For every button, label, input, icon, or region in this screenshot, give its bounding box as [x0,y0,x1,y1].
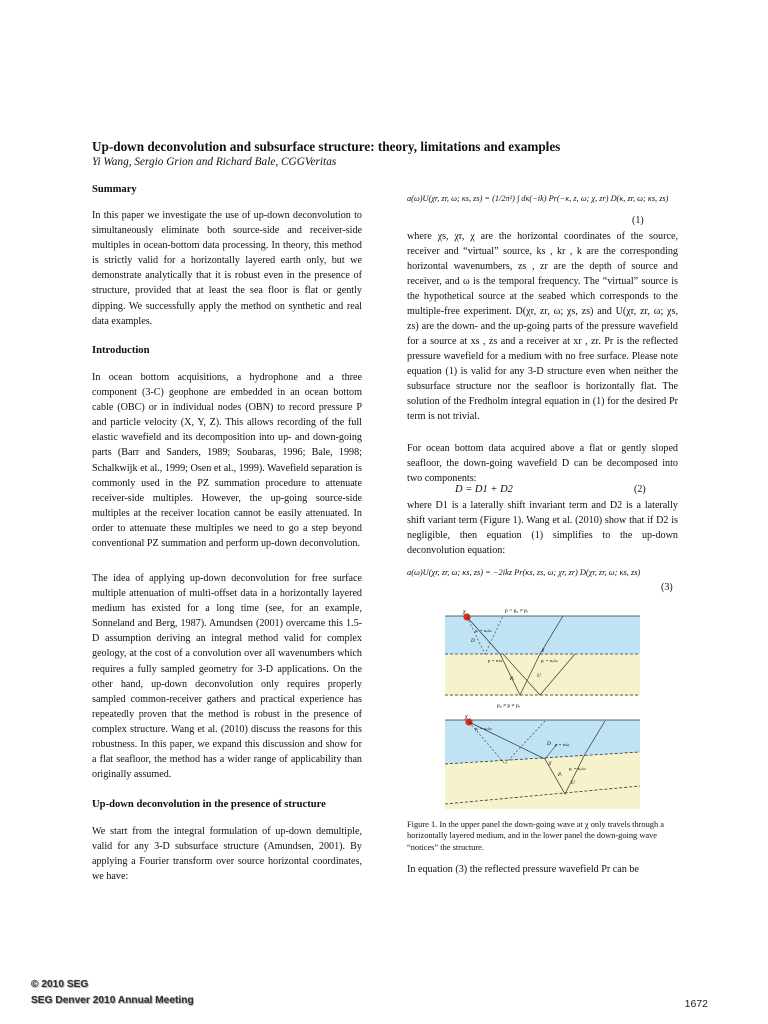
u-label-top: U [537,673,541,679]
right-paragraph-4: In equation (3) the reflected pressure wavefield Pr can be [407,864,639,875]
figure-top-condition: p = p₀ ≠ pᵣ [505,608,529,614]
figure-lower-panel [445,703,640,809]
d-label-top: D [471,638,475,644]
equation-3: a(ω)U(χr, zr, ω; κs, zs) = −2ikz Pr(κs, zs, ω; χr, zr) D(χr, zr, ω; κs, zs) [407,568,641,577]
structure-paragraph: We start from the integral formulation of up-down demultiple, valid for any 3-D subsurface structure (Amundsen, 2001). By applying a Fourier transform over source horizontal coordinates, we have: [92,826,362,883]
figure-1-caption: Figure 1. In the upper panel the down-going wave at χ only travels through a horizontally layered medium, and in the lower panel the down-going wave “notices” the structure. [407,820,664,852]
pr-label-bottom: pᵣ = κᵣ/ω [475,726,492,731]
introduction-paragraph-1: In ocean bottom acquisitions, a hydrophone and a three component (3-C) geophone are embedded in an ocean bottom cable (OBC) or in individual nodes (OBN) to record pressure P and particle velocity (X, Y, Z). This allows recording of the full elastic wavefield and its decomposition into up- and down-going parts (Barr and Sanders, 1989; Soubaras, 1996; Bale, 1998; Schalkwijk et al., 1999; Osen et al., 1999). Wavefield separation is commonly used in the PZ summation procedure to attenuate receiver-side multiples. However, the up-going source-side multiples at the receiver location cannot be easily attenuated. In order to attenuate these multiples we need to go a step beyond conventional PZ summation and perform up-down deconvolution. [92,372,362,550]
pr-label-bottom-2: pᵣ = κᵣ/ω [569,766,586,771]
chi-label-top: χ [463,609,466,615]
paper-title: Up-down deconvolution and subsurface structure: theory, limitations and examples [92,139,561,154]
equation-3-number: (3) [661,582,673,593]
chi-label-bottom-2: χ [549,760,552,766]
right-paragraph-1: where χs, χr, χ are the horizontal coordinates of the source, receiver and “virtual” source, ks , kr , k are the corresponding horizontal wavenumbers, zs , zr are the depth of source and receiver, and ω is the temporal frequency. The “virtual” source is the hypothetical source at the seabed which corresponds to the multiple-free experiment. D(χr, zr, ω; χs, zs) and U(χr, zr, ω; χs, zs) are the down- and the up-going parts of the pressure wavefield for a source at xs , zs and a receiver at xr , zr. Pr is the reflected pressure wavefield for a medium with no free surface. Please note equation (1) is valid for any 3-D structure even when neither the subsurface structure nor the seafloor is horizontally flat. The solution of the Fredholm integral equation in (1) for the desired Pr term is not trivial. [407,231,678,422]
p-label-bottom: p = κ/ω [555,742,570,747]
chi-label-bottom: χ [465,714,468,720]
pr-label-top-2: pᵣ = κᵣ/ω [541,658,558,663]
pr-reflected-bottom: Pᵣ [558,772,563,778]
structure-heading: Up-down deconvolution in the presence of structure [92,799,326,810]
u-label-bottom: U [571,780,575,786]
right-paragraph-2: For ocean bottom data acquired above a flat or gently sloped seafloor, the down-going wavefield D can be decomposed into two components: [407,443,678,485]
d-label-bottom: D [547,741,551,747]
equation-1: a(ω)U(χr, zr, ω; κs, zs) = (1/2π²) ∫ dκ(−ik) Pr(−κ, z, ω; χ, zr) D(κ, zr, ω; κs, zs) [407,194,669,203]
page-number: 1672 [684,998,708,1010]
equation-2-number: (2) [634,484,646,495]
introduction-heading: Introduction [92,345,150,356]
paper-authors: Yi Wang, Sergio Grion and Richard Bale, CGGVeritas [92,156,337,168]
pr-label-top: pᵣ = κᵣ/ω [475,628,492,633]
figure-1 [445,604,640,809]
figure-bottom-condition: p₀ ≠ p ≠ pᵣ [497,703,520,709]
pr-reflected-top: Pᵣ [510,676,515,682]
equation-1-number: (1) [632,215,644,226]
footer-meeting: SEG Denver 2010 Annual Meeting [31,995,194,1006]
summary-heading: Summary [92,184,137,195]
footer-copyright: © 2010 SEG [31,979,89,990]
equation-2: D = D1 + D2 [455,484,513,495]
introduction-paragraph-2: The idea of applying up-down deconvolution for free surface multiple attenuation of multi-offset data in a horizontally layered medium has existed for a long time (see, for an example, Sonneland and Berg, 1987). Amundsen (2001) overcame this 1.5-D assumption deriving an integral method valid for complex geology, at the cost of a convolution over all wavenumbers which requires a fully sampled geometry for 3-D applications. On the other hand, up-down deconvolution only requires properly sampled common-receiver gathers and practical experience has repeatedly proven that the method is robust in the presence of complex structure. Wang et al. (2010) discuss the reasons for this robustness. In this paper, we expand this discussion and show for a flat seafloor, the method has a wider range of applicability than originally assumed. [92,573,362,781]
summary-paragraph: In this paper we investigate the use of up-down deconvolution to simultaneously eliminate both source-side and receiver-side multiples in ocean-bottom data processing. In theory, this method is strictly valid for a horizontally layered earth only, but we demonstrate analytically that it is robust even in the presence of structure, provided that at least the sea floor is flat or gently dipping. We successfully apply the method on synthetic and real data examples. [92,210,362,327]
figure-upper-panel [445,608,640,696]
right-paragraph-3: where D1 is a laterally shift invariant term and D2 is a laterally shift variant term (Figure 1). Wang et al. (2010) show that if D2 is negligible, then equation (1) simplifies to the up-down deconvolution equation: [407,500,678,557]
chi-label-top-2: χ [542,647,545,653]
p-label-top: p = κ/ω [488,658,503,663]
